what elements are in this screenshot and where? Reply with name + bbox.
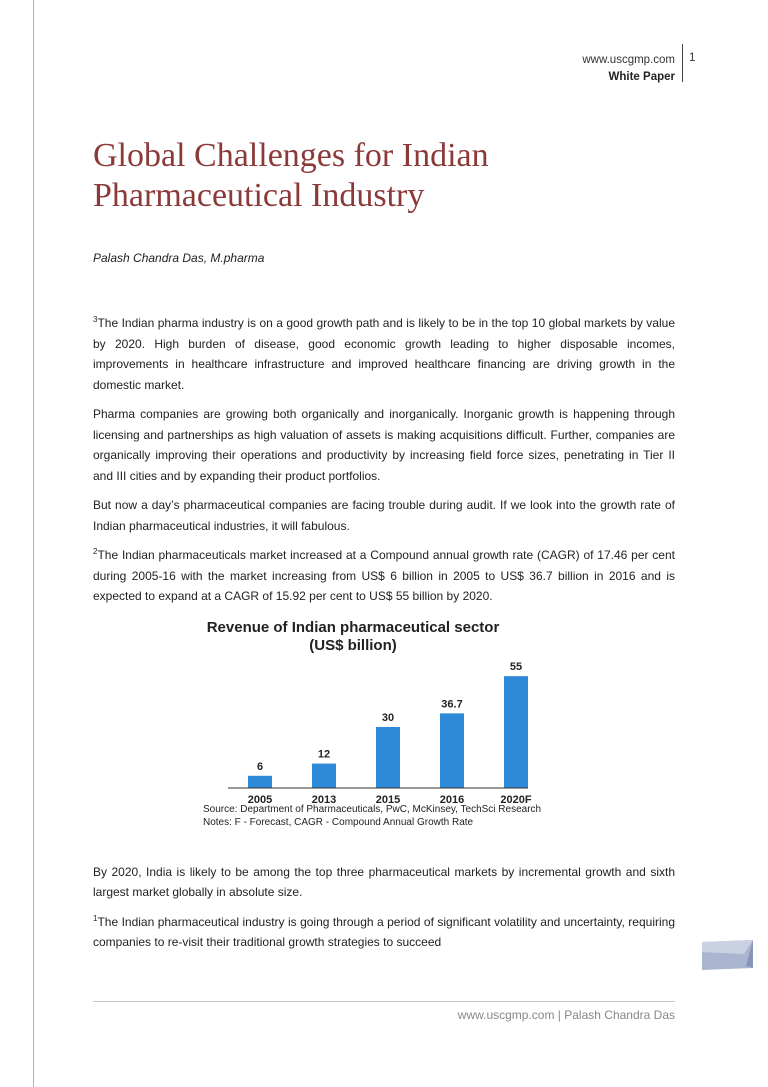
chart-value-label: 55 <box>509 660 523 673</box>
footnote-marker: 3 <box>93 315 98 324</box>
footer-rule <box>93 1001 675 1002</box>
chart-title: Revenue of Indian pharmaceutical sector <box>206 618 500 636</box>
chart-value-label: 12 <box>317 748 331 761</box>
paragraph: But now a day’s pharmaceutical companies are facing trouble during audit. If we look into the growth rate of Indian pharmaceutical industries, it will fabulous. <box>93 498 675 533</box>
revenue-chart-svg <box>203 616 563 836</box>
page-number-divider <box>682 44 683 82</box>
paragraph: $^1$The Indian pharmaceutical industry is going through a period of significant volatility and uncertainty, requiring companies to re-visit their traditional growth strategies to succeed <box>93 913 675 949</box>
page-number: 1 <box>689 52 696 64</box>
paragraph: $^3$The Indian pharma industry is on a good growth path and is likely to be in the top 10 global markets by value by 2020. High burden of disease, good economic growth leading to higher disposable incomes, improvements in healthcare infrastructure and improved healthcare financing are driving growth in the domestic market. <box>93 315 675 392</box>
footnote-marker: 1 <box>93 913 98 923</box>
chart-notes: Notes: F - Forecast, CAGR - Compound Annual Growth Rate <box>203 816 474 828</box>
chart-bar-2013 <box>312 763 336 787</box>
chart-bar-2016 <box>440 713 464 788</box>
chart-value-label: 6 <box>256 760 264 773</box>
chart-tick-label: 2015 <box>375 793 401 806</box>
chart-tick-label: 2005 <box>247 793 273 806</box>
body-text <box>93 313 675 962</box>
chart-bar-2020F <box>504 676 528 788</box>
paragraph: By 2020, India is likely to be among the top three pharmaceutical markets by incremental growth and sixth largest market globally in absolute size. <box>93 864 675 899</box>
page-footer: www.uscgmp.com | Palash Chandra Das <box>457 1008 675 1022</box>
page-curl-icon <box>700 938 755 972</box>
left-margin-rule <box>33 0 34 1087</box>
author: Palash Chandra Das, M.pharma <box>93 251 265 265</box>
chart-tick-label: 2020F <box>500 793 532 806</box>
chart-tick-label: 2013 <box>311 793 337 806</box>
chart-subtitle: (US$ billion) <box>309 636 397 654</box>
footnote-marker: 2 <box>93 547 98 556</box>
page-header <box>582 52 675 86</box>
chart-bar-2005 <box>248 775 272 787</box>
header-label: White Paper <box>608 71 675 83</box>
chart-value-label: 30 <box>381 711 395 724</box>
chart-tick-label: 2016 <box>439 793 465 806</box>
chart-bar-2015 <box>376 727 400 788</box>
paragraph: $^2$The Indian pharmaceuticals market increased at a Compound annual growth rate (CAGR) of 17.46 per cent during 2005-16 with the market increasing from US$ 6 billion in 2005 to US$ 36.7 billion in 2016 and is expected to expand at a CAGR of 15.92 per cent to US$ 55 billion by 2020. <box>93 547 675 603</box>
paragraph: Pharma companies are growing both organically and inorganically. Inorganic growth is happening through licensing and partnerships as high valuation of assets is making acquisitions difficult. Further, companies are organically improving their operations and productivity by increasing field force sizes, penetrating in Tier II and III cities and by expanding their product portfolios. <box>93 407 675 483</box>
revenue-chart <box>203 616 563 836</box>
header-site: www.uscgmp.com <box>582 54 675 66</box>
page-title: Global Challenges for Indian Pharmaceutical Industry <box>93 137 489 214</box>
chart-value-label: 36.7 <box>441 697 463 710</box>
chart-source: Source: Department of Pharmaceuticals, PwC, McKinsey, TechSci Research <box>203 803 542 815</box>
